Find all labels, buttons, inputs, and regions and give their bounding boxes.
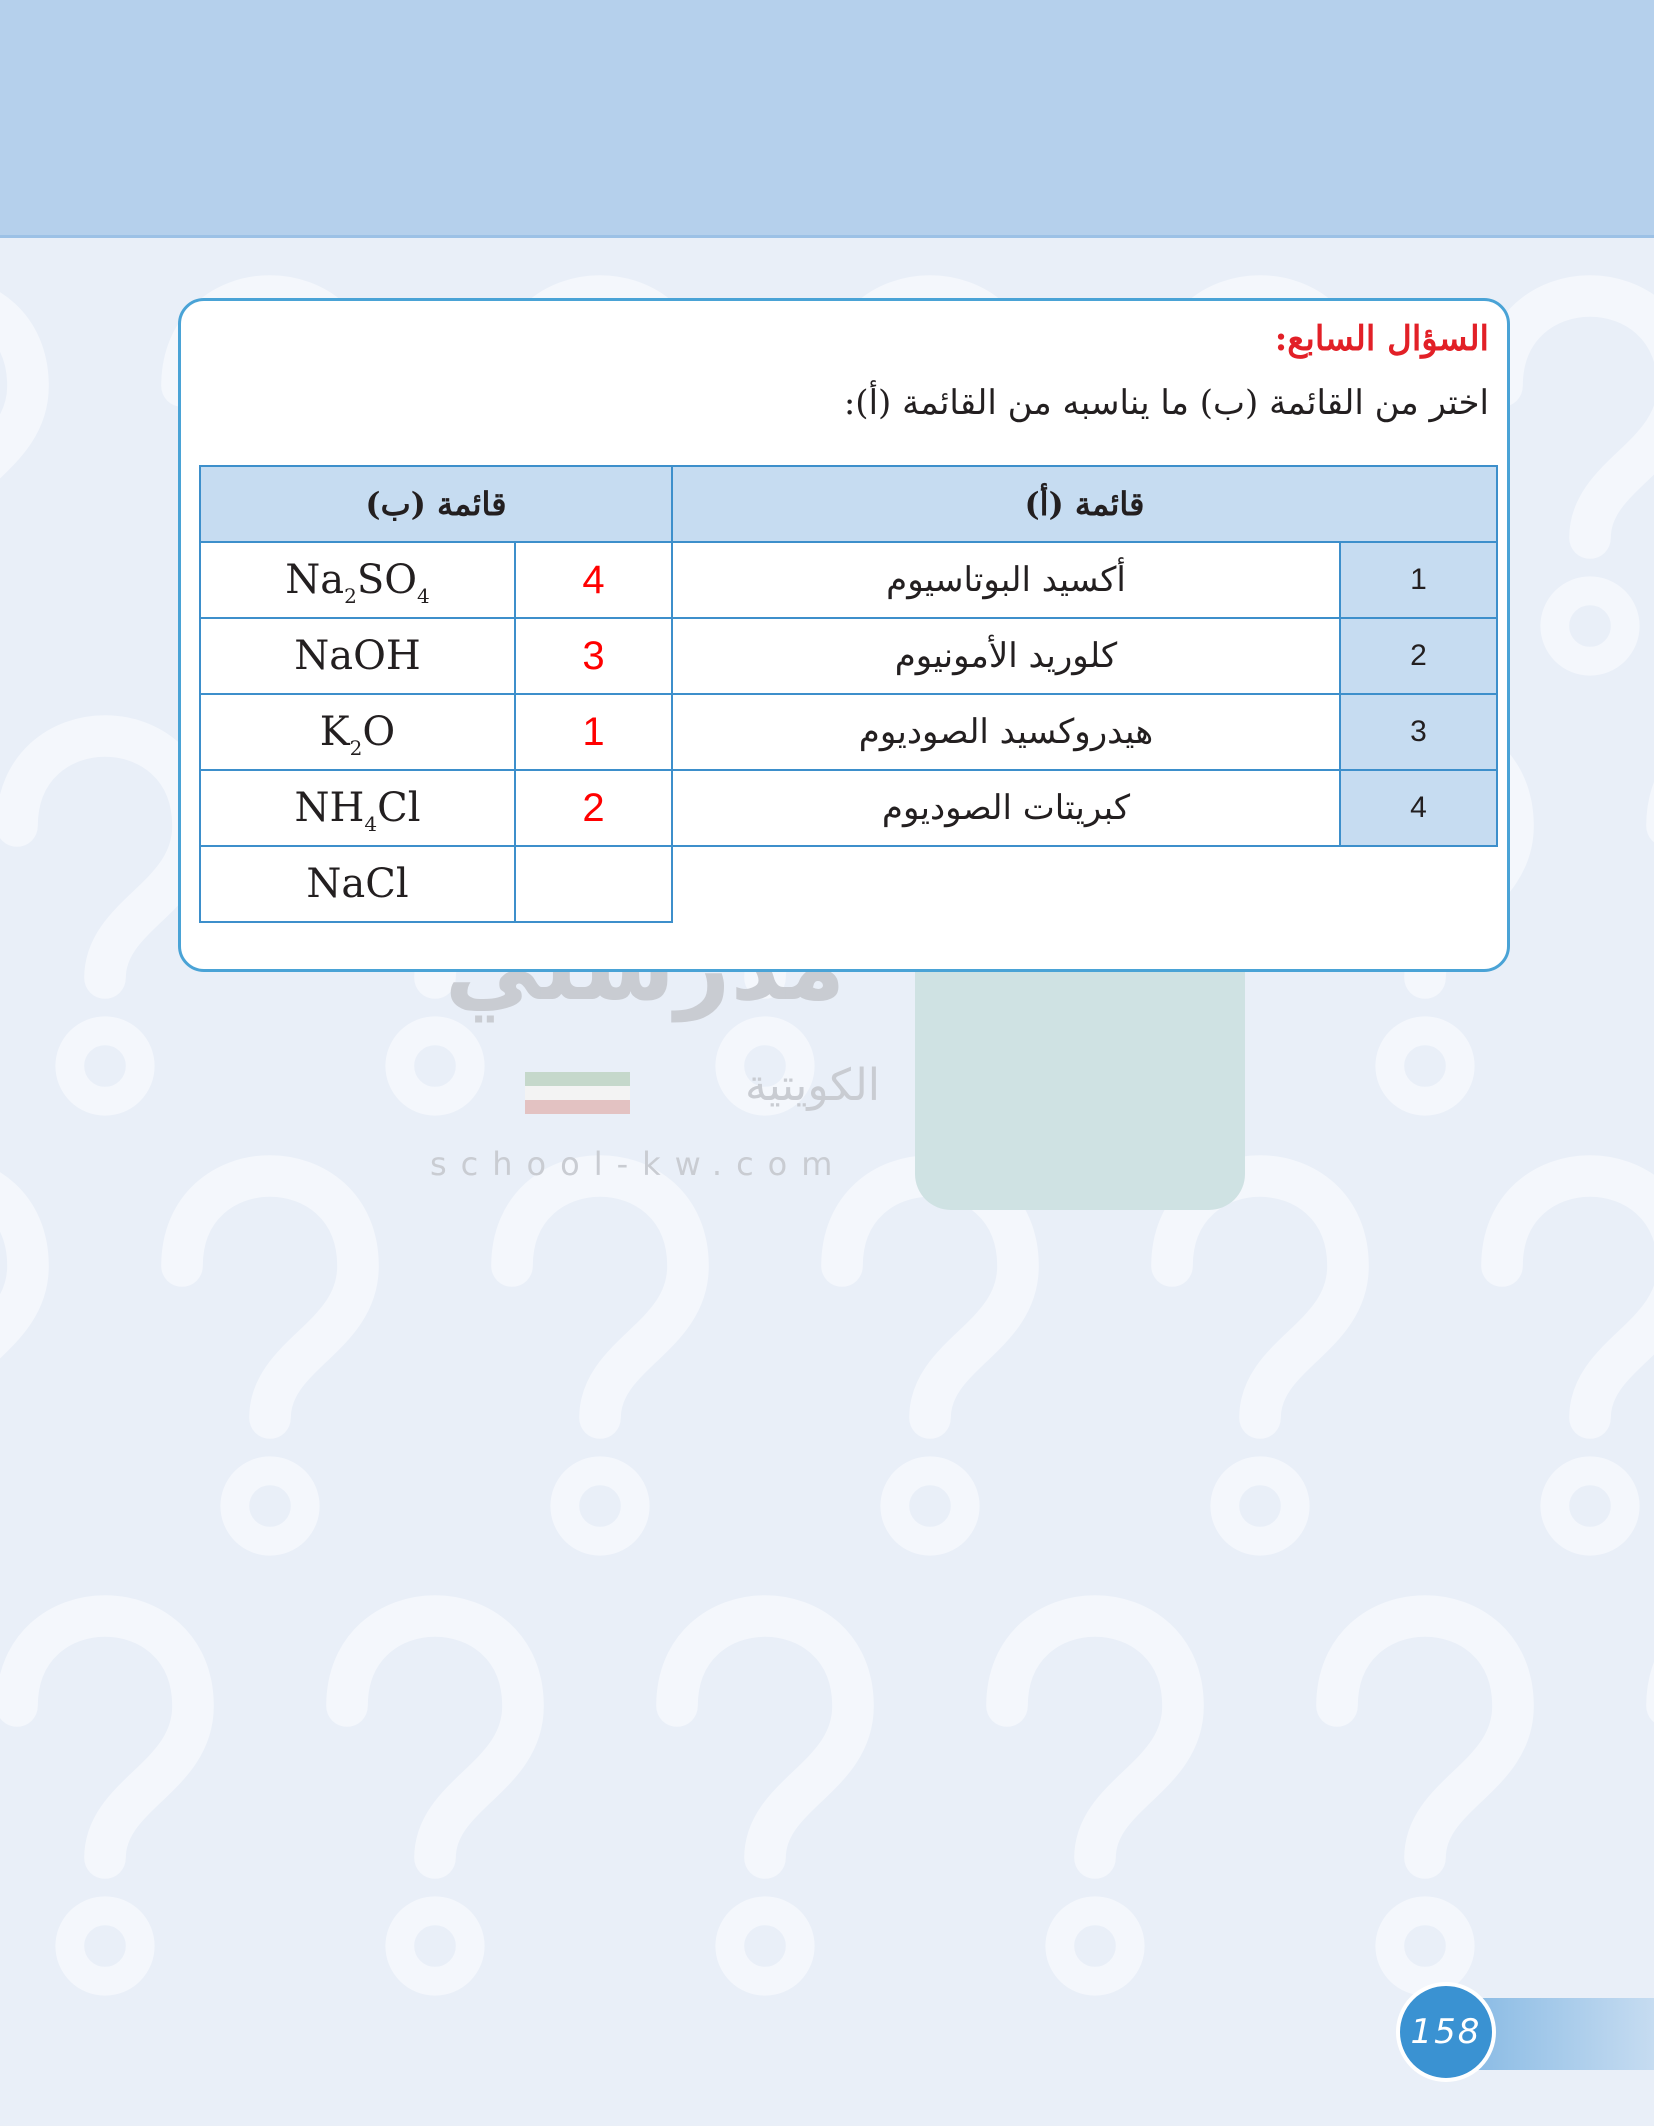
formula-text: O <box>362 709 396 755</box>
list-b-formula <box>200 542 515 618</box>
list-a-number: 3 <box>1340 694 1497 770</box>
list-a-number: 2 <box>1340 618 1497 694</box>
list-a-name: كلوريد الأمونيوم <box>672 618 1340 694</box>
formula-subscript: 4 <box>417 584 430 608</box>
table-row <box>200 694 1497 770</box>
question-mark-icon <box>182 1176 358 1541</box>
formula-subscript: 2 <box>344 584 357 608</box>
formula-subscript: 2 <box>349 736 363 760</box>
page-number: 158 <box>1396 1982 1496 2082</box>
answer-cell[interactable]: 2 <box>515 770 672 846</box>
answer-cell[interactable]: 3 <box>515 618 672 694</box>
list-a-name: أكسيد البوتاسيوم <box>672 542 1340 618</box>
table-row <box>200 846 1497 922</box>
list-a-number: 1 <box>1340 542 1497 618</box>
table-header-row <box>200 466 1497 542</box>
formula-subscript: 4 <box>364 812 378 836</box>
question-mark-icon <box>347 1616 523 1981</box>
list-b-formula <box>200 770 515 846</box>
answer-cell[interactable]: 4 <box>515 542 672 618</box>
question-mark-icon <box>1502 1176 1654 1541</box>
question-mark-icon <box>17 1616 193 1981</box>
table-row <box>200 542 1497 618</box>
kuwait-flag-icon <box>525 1072 630 1114</box>
formula-text: NaCl <box>306 861 409 907</box>
formula-text: NaOH <box>294 633 421 679</box>
question-mark-icon <box>0 1176 28 1541</box>
list-b-formula <box>200 618 515 694</box>
watermark-country: الكويتية <box>744 1060 880 1111</box>
formula-text: SO <box>356 557 418 603</box>
header-list-a: قائمة (أ) <box>672 466 1497 542</box>
table-row <box>200 770 1497 846</box>
question-mark-icon <box>0 296 28 661</box>
question-mark-icon <box>17 736 193 1101</box>
question-card <box>178 298 1510 972</box>
question-instruction: اختر من القائمة (ب) ما يناسبه من القائمة (أ): <box>843 383 1489 423</box>
formula-text: NH <box>294 785 365 831</box>
list-b-formula <box>200 846 515 922</box>
formula-text: Cl <box>377 785 421 831</box>
question-title: السؤال السابع: <box>1274 319 1489 359</box>
matching-table <box>199 465 1498 923</box>
formula-text: Na <box>285 557 345 603</box>
table-row <box>200 618 1497 694</box>
list-a-name: هيدروكسيد الصوديوم <box>672 694 1340 770</box>
question-mark-icon <box>677 1616 853 1981</box>
header-list-b: قائمة (ب) <box>200 466 672 542</box>
list-a-name: كبريتات الصوديوم <box>672 770 1340 846</box>
list-b-formula <box>200 694 515 770</box>
answer-cell[interactable] <box>515 846 672 922</box>
empty-cell <box>672 846 1497 922</box>
formula-text: K <box>319 709 350 755</box>
question-mark-icon <box>1337 1616 1513 1981</box>
question-mark-icon <box>1007 1616 1183 1981</box>
top-banner <box>0 0 1654 238</box>
answer-cell[interactable]: 1 <box>515 694 672 770</box>
watermark-site: school-kw.com <box>430 1145 847 1183</box>
question-mark-icon <box>1502 296 1654 661</box>
list-a-number: 4 <box>1340 770 1497 846</box>
